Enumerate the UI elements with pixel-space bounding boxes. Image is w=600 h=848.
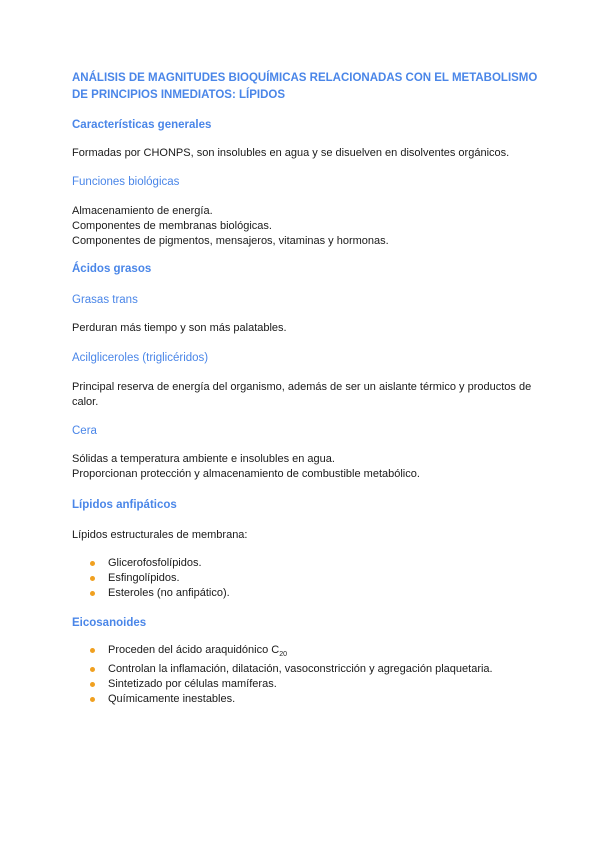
list-item [90, 643, 493, 662]
list-item [90, 556, 230, 571]
bullet-dot-icon [90, 576, 95, 581]
funciones-line: Componentes de pigmentos, mensajeros, vitaminas y hormonas. [72, 235, 389, 247]
list-item [90, 677, 493, 692]
heading-acidos-grasos: Ácidos grasos [72, 263, 152, 275]
heading-funciones: Funciones biológicas [72, 176, 180, 188]
heading-caracteristicas: Características generales [72, 119, 212, 131]
subscript-text: 20 [279, 651, 288, 658]
cera-line: Proporcionan protección y almacenamiento de combustible metabólico. [72, 468, 420, 480]
funciones-text [72, 204, 542, 249]
anfipaticos-list [90, 556, 230, 601]
grasas-trans-text: Perduran más tiempo y son más palatables. [72, 322, 287, 334]
heading-cera: Cera [72, 425, 97, 437]
list-item [90, 662, 493, 677]
bullet-dot-icon [90, 648, 95, 653]
list-item-text: Sintetizado por células mamíferas. [108, 678, 277, 690]
anfipaticos-intro: Lípidos estructurales de membrana: [72, 529, 248, 541]
list-item [90, 586, 230, 601]
bullet-dot-icon [90, 682, 95, 687]
caracteristicas-text: Formadas por CHONPS, son insolubles en agua y se disuelven en disolventes orgánicos. [72, 147, 510, 159]
list-item-text: Glicerofosfolípidos. [108, 557, 202, 569]
list-item [90, 571, 230, 586]
list-item-text: Esteroles (no anfipático). [108, 587, 230, 599]
list-item [90, 692, 493, 707]
heading-anfipaticos: Lípidos anfipáticos [72, 499, 177, 511]
bullet-dot-icon [90, 697, 95, 702]
funciones-line: Componentes de membranas biológicas. [72, 220, 272, 232]
list-item-text: Químicamente inestables. [108, 693, 236, 705]
heading-acilgliceroles: Acilgliceroles (triglicéridos) [72, 352, 209, 364]
eicosanoides-list [90, 643, 493, 707]
cera-text [72, 452, 542, 482]
heading-grasas-trans: Grasas trans [72, 294, 138, 306]
bullet-dot-icon [90, 561, 95, 566]
document-title: ANÁLISIS DE MAGNITUDES BIOQUÍMICAS RELACIONADAS CON EL METABOLISMO DE PRINCIPIOS INMEDIATOS: LÍPIDOS [72, 72, 538, 101]
list-item-text: Controlan la inflamación, dilatación, vasoconstricción y agregación plaquetaria. [108, 663, 493, 675]
funciones-line: Almacenamiento de energía. [72, 205, 213, 217]
list-item-text: Esfingolípidos. [108, 572, 180, 584]
bullet-dot-icon [90, 591, 95, 596]
list-item-text: Proceden del ácido araquidónico C [108, 644, 280, 656]
heading-eicosanoides: Eicosanoides [72, 617, 147, 629]
acilgliceroles-text: Principal reserva de energía del organismo, además de ser un aislante térmico y productos de calor. [72, 381, 532, 408]
cera-line: Sólidas a temperatura ambiente e insolubles en agua. [72, 453, 335, 465]
bullet-dot-icon [90, 667, 95, 672]
